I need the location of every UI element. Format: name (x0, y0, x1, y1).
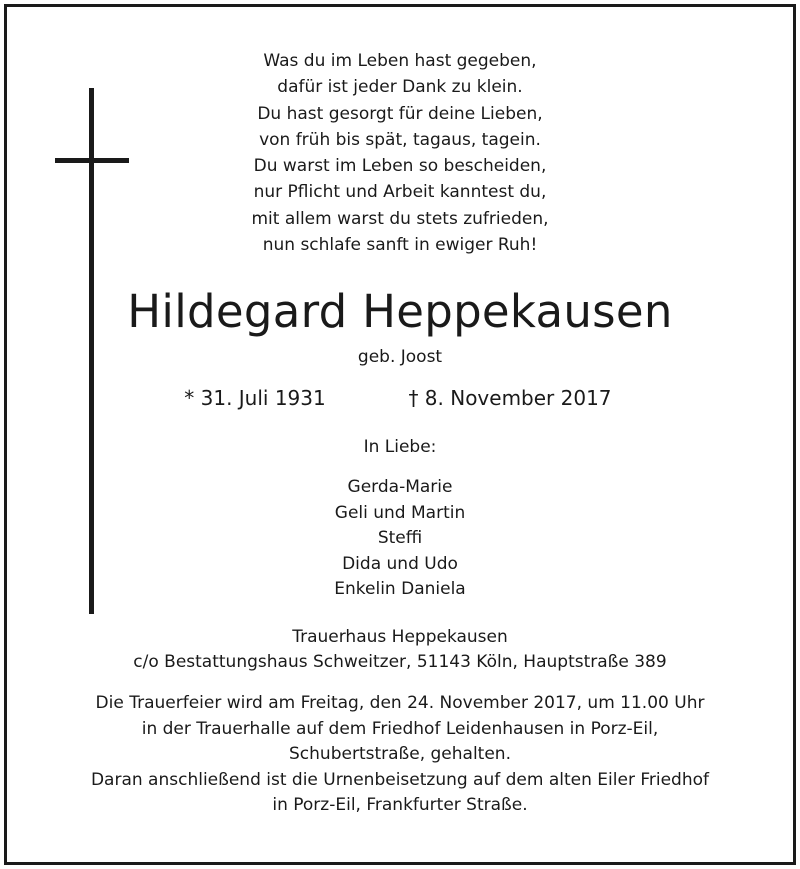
mourner-name: Gerda-Marie (347, 477, 453, 497)
memorial-poem (150, 48, 650, 258)
cross-horizontal-bar (55, 158, 129, 163)
poem-line: von früh bis spät, tagaus, tagein. (259, 129, 541, 150)
mourner-name: Dida und Udo (342, 553, 458, 574)
birth-date: * 31. Juli 1931 (184, 386, 326, 410)
ceremony-line: Daran anschließend ist die Urnenbeisetzung auf dem alten Eiler Friedhof (90, 769, 710, 790)
poem-line: Was du im Leben hast gegeben, (263, 51, 537, 71)
poem-line: dafür ist jeder Dank zu klein. (277, 77, 523, 98)
address-line: Trauerhaus Heppekausen (292, 627, 508, 647)
poem-line: Du warst im Leben so bescheiden, (253, 156, 547, 177)
deceased-name: Hildegard Heppekausen (127, 285, 673, 338)
poem-line: mit allem warst du stets zufrieden, (251, 208, 549, 229)
mourners-heading: In Liebe: (363, 437, 437, 457)
poem-line: Du hast gesorgt für deine Lieben, (257, 103, 543, 124)
death-date: † 8. November 2017 (408, 386, 612, 410)
mourner-name: Geli und Martin (334, 502, 466, 523)
poem-line: nun schlafe sanft in ewiger Ruh! (262, 235, 538, 256)
address-line: c/o Bestattungshaus Schweitzer, 51143 Köln, Hauptstraße 389 (133, 652, 667, 672)
cross-vertical-bar (89, 88, 94, 614)
mourners-list (250, 475, 550, 603)
mourner-name: Enkelin Daniela (334, 579, 466, 599)
funeral-details (40, 691, 760, 819)
maiden-name: geb. Joost (357, 347, 443, 367)
mourner-name: Steffi (377, 528, 423, 548)
mourning-house-address (60, 625, 740, 675)
ceremony-line: in der Trauerhalle auf dem Friedhof Leidenhausen in Porz-Eil, (141, 718, 659, 739)
ceremony-line: in Porz-Eil, Frankfurter Straße. (272, 795, 528, 815)
ceremony-line: Schubertstraße, gehalten. (289, 744, 511, 764)
ceremony-line: Die Trauerfeier wird am Freitag, den 24. November 2017, um 11.00 Uhr (95, 693, 705, 713)
poem-line: nur Pflicht und Arbeit kanntest du, (253, 182, 547, 203)
